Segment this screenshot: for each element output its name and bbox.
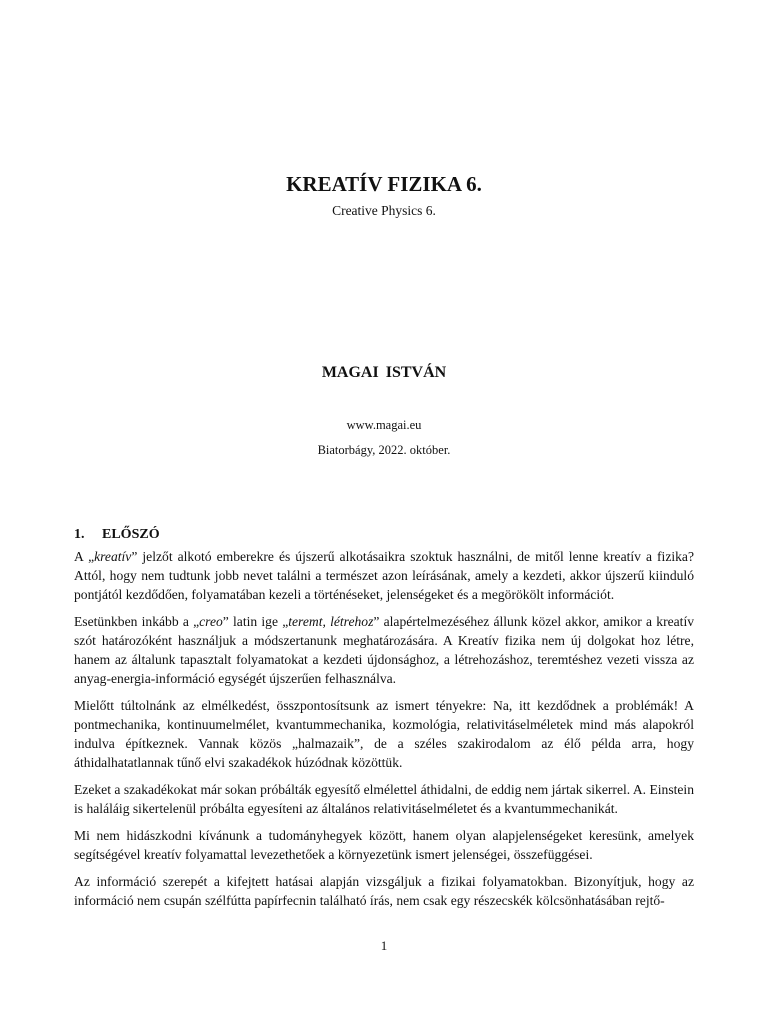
emphasis-creo: creo xyxy=(199,614,223,629)
section-foreword xyxy=(74,527,694,918)
section-heading xyxy=(74,527,694,543)
paragraph-1: A „kreatív” jelzőt alkotó emberekre és újszerű alkotásaikra szoktuk használni, de mitől lenne kreatív a fizika? Attól, hogy nem tudtunk jobb nevet találni a természet azon leírásának, amely a kezdeti, akkor újszerű kiinduló pontjától kezdődően, folyamatában kezeli a történéseket, jelenségeket és a megörökölt információt. xyxy=(74,549,694,602)
document-subtitle: Creative Physics 6. xyxy=(332,203,436,218)
emphasis-teremt: teremt, létrehoz xyxy=(288,614,374,629)
document-title: KREATÍV FIZIKA 6. xyxy=(286,172,482,196)
emphasis-kreativ: kreatív xyxy=(94,549,132,564)
paragraph-6: Az információ szerepét a kifejtett hatásai alapján vizsgáljuk a fizikai folyamatokban. Bizonyítjuk, hogy az információ nem csupán szélfútta papírfecnin található írás, nem csak egy részecskék kölcsönhatásában rejtő- xyxy=(74,874,694,908)
paragraph-5: Mi nem hidászkodni kívánunk a tudományhegyek között, hanem olyan alapjelenségeket keresünk, amelyek segítségével kreatív folyamattal levezethetőek a környezetünk ismert jelenségei, összefüggései. xyxy=(74,828,694,862)
place-and-date: Biatorbágy, 2022. október. xyxy=(317,443,451,457)
paragraph-4: Ezeket a szakadékokat már sokan próbálták egyesítő elmélettel áthidalni, de eddig nem jártak sikerrel. A. Einstein is haláláig sikertelenül próbálta egyesíteni az általános relativitáselméletet és a kvantummechanikát. xyxy=(74,782,694,816)
section-title: ELŐSZÓ xyxy=(102,527,160,542)
section-number: 1. xyxy=(74,527,85,542)
author-name: MAGAI ISTVÁN xyxy=(321,364,447,381)
author-website: www.magai.eu xyxy=(346,418,422,432)
page-number: 1 xyxy=(380,938,388,953)
paragraph-3: Mielőtt túltolnánk az elmélkedést, összpontosítsunk az ismert tényekre: Na, itt kezdődnek a problémák! A pontmechanika, kontinuumelmélet, kvantummechanika, kozmológia, relativitáselméletek mind más alapokról indulva építkeznek. Vannak közös „halmazaik”, de a széles szakirodalom az élő példa arra, hogy áthidalhatatlannak tűnő elvi szakadékok húzódnak közöttük. xyxy=(74,698,694,770)
paragraph-2: Esetünkben inkább a „creo” latin ige „teremt, létrehoz” alapértelmezéséhez állunk közel akkor, amikor a kreatív szót határozóként használjuk a módszertanunk meghatározására. A Kreatív fizika nem új dolgokat hoz létre, hanem az általunk tapasztalt folyamatokat a kezdeti újdonsághoz, a létrehozáshoz, teremtéshez vezeti vissza az anyag-energia-információ egységét újszerűen felhasználva. xyxy=(74,614,695,686)
